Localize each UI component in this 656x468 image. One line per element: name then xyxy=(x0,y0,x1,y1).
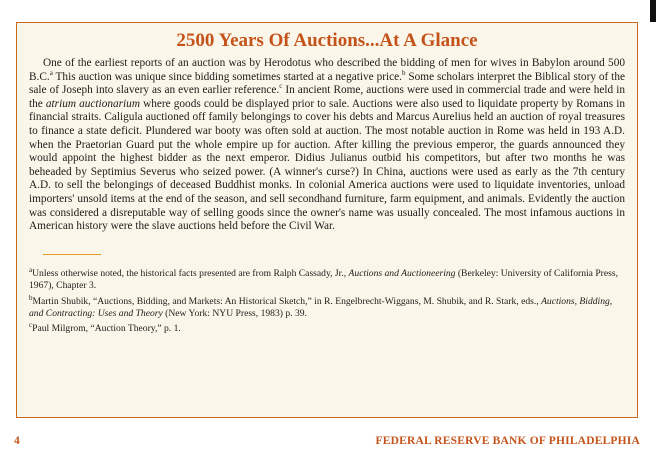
footnote-b-text-end: (New York: NYU Press, 1983) p. 39. xyxy=(162,307,307,319)
footnote-marker-b: b xyxy=(401,68,406,77)
body-sentence: Some scholars interpret the Biblical story of the sale of Joseph into slavery as an even earlier reference. xyxy=(29,70,625,97)
footnote-c-text: Paul Milgrom, “Auction Theory,” p. 1. xyxy=(32,323,181,335)
footnote-a-text-end: (Berkeley: University of California Press, 1967), Chapter 3. xyxy=(29,268,618,292)
footnote-b-marker: b xyxy=(29,293,33,302)
footnote-c-marker: c xyxy=(29,320,33,329)
footnote-marker-c: c xyxy=(279,82,283,91)
body-sentence: This auction was unique since bidding sometimes started at a negative price. xyxy=(52,70,402,83)
footnote-c xyxy=(29,320,625,335)
footnote-b-text: Martin Shubik, “Auctions, Bidding, and Markets: An Historical Sketch,” in R. Engelbrecht-Wiggans, M. Shubik, and R. Stark, eds., xyxy=(32,295,542,307)
body-sentence: where goods could be displayed prior to sale. Auctions were also used to liquidate property by Romans in financial straits. Caligula auctioned off family belongings to cover his debts and Marcus Aurelius held an auction of royal treasures to finance a state deficit. Plundered war booty was often sold at auction. The most notable auction in Rome was held in 193 A.D. when the Praetorian Guard put the whole empire up for auction. After killing the previous emperor, the guards announced they would appoint the highest bidder as the next emperor. Didius Julianus outbid his competitors, but after two months he was beheaded by Septimius Severus who seized power. (A winner's curse?) In China, auctions were used as early as the 7th century A.D. to sell the belongings of deceased Buddhist monks. In colonial America auctions were used to liquidate inventories, unload importers' unsold items at the end of the season, and sell secondhand furniture, farm equipment, and animals. Evidently the auction was considered a disreputable way of selling goods since the owner's name was usually concealed. The most infamous auctions in American history were the slave auctions held before the Civil War. xyxy=(29,97,625,233)
footnote-b-title: Auctions, Bidding, and Contracting: Uses and Theory xyxy=(29,295,613,319)
footnote-divider xyxy=(43,254,101,256)
footnote-b xyxy=(29,293,625,320)
footnotes xyxy=(29,268,625,335)
footnote-a-text: Unless otherwise noted, the historical facts presented are from Ralph Cassady, Jr., xyxy=(32,268,349,280)
box-title: 2500 Years Of Auctions...At A Glance xyxy=(176,30,478,51)
footnote-a-title: Auctions and Auctioneering xyxy=(348,268,456,280)
body-italic-term: atrium auctionarium xyxy=(45,97,140,110)
page-number: 4 xyxy=(14,435,20,447)
footnote-a-marker: a xyxy=(29,266,33,275)
page-footer xyxy=(14,435,640,451)
footnote-a xyxy=(29,268,625,292)
page-edge-mark xyxy=(650,0,656,22)
publisher-name: FEDERAL RESERVE BANK OF PHILADELPHIA xyxy=(375,435,640,447)
body-sentence: One of the earliest reports of an auction was by Herodotus who described the bidding of men for wives in Babylon around 500 B.C. xyxy=(29,57,625,83)
footnote-marker-a: a xyxy=(49,68,53,77)
box-body-text xyxy=(29,57,625,234)
sidebar-box xyxy=(16,22,638,418)
body-sentence: In ancient Rome, auctions were used in commercial trade and were held in the xyxy=(29,84,625,110)
